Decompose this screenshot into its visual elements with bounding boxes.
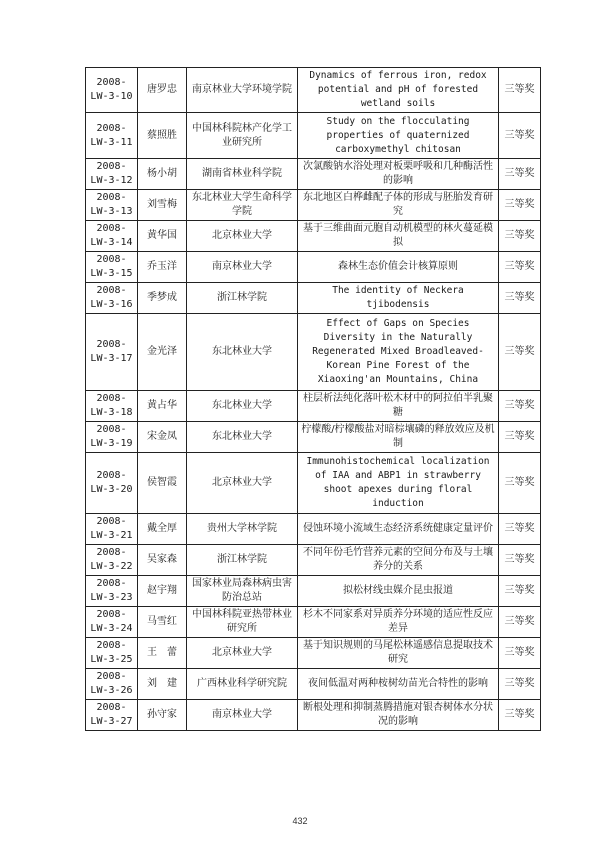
paper-title: 柠檬酸/柠檬酸盐对暗棕壤磷的释放效应及机制	[298, 422, 499, 453]
prize-level: 三等奖	[499, 669, 541, 700]
author-name: 金光泽	[138, 314, 187, 391]
award-id: 2008-LW-3-22	[86, 545, 138, 576]
prize-level: 三等奖	[499, 576, 541, 607]
author-name: 戴全厚	[138, 514, 187, 545]
paper-title: 基于三维曲面元胞自动机模型的林火蔓延模拟	[298, 221, 499, 252]
prize-level: 三等奖	[499, 545, 541, 576]
institution: 湖南省林业科学院	[187, 159, 298, 190]
awards-table-body	[86, 68, 541, 731]
award-id: 2008-LW-3-26	[86, 669, 138, 700]
prize-level: 三等奖	[499, 221, 541, 252]
award-id: 2008-LW-3-10	[86, 68, 138, 113]
paper-title: 夜间低温对两种桉树幼苗光合特性的影响	[298, 669, 499, 700]
institution: 贵州大学林学院	[187, 514, 298, 545]
page-number: 432	[292, 816, 308, 826]
author-name: 王 蕾	[138, 638, 187, 669]
award-id: 2008-LW-3-27	[86, 700, 138, 731]
institution: 南京林业大学环境学院	[187, 68, 298, 113]
paper-title: 侵蚀环境小流域生态经济系统健康定量评价	[298, 514, 499, 545]
table-row	[86, 190, 541, 221]
author-name: 马雪红	[138, 607, 187, 638]
paper-title: Effect of Gaps on Species Diversity in the Naturally Regenerated Mixed Broadleaved-Korean Pine Forest of the Xiaoxing'an Mountains, China	[298, 314, 499, 391]
prize-level: 三等奖	[499, 391, 541, 422]
author-name: 吴家森	[138, 545, 187, 576]
institution: 东北林业大学	[187, 391, 298, 422]
paper-title: Study on the flocculating properties of quaternized carboxymethyl chitosan	[298, 113, 499, 159]
author-name: 孙守家	[138, 700, 187, 731]
table-row	[86, 545, 541, 576]
institution: 北京林业大学	[187, 638, 298, 669]
table-row	[86, 314, 541, 391]
author-name: 宋金凤	[138, 422, 187, 453]
prize-level: 三等奖	[499, 283, 541, 314]
institution: 北京林业大学	[187, 453, 298, 514]
institution: 东北林业大学	[187, 422, 298, 453]
table-row	[86, 283, 541, 314]
table-row	[86, 221, 541, 252]
author-name: 蔡照胜	[138, 113, 187, 159]
institution: 国家林业局森林病虫害防治总站	[187, 576, 298, 607]
prize-level: 三等奖	[499, 314, 541, 391]
table-row	[86, 453, 541, 514]
table-row	[86, 638, 541, 669]
paper-title: Immunohistochemical localization of IAA and ABP1 in strawberry shoot apexes during floral induction	[298, 453, 499, 514]
award-id: 2008-LW-3-12	[86, 159, 138, 190]
table-row	[86, 514, 541, 545]
paper-title: 拟松材线虫媒介昆虫报道	[298, 576, 499, 607]
author-name: 唐罗忠	[138, 68, 187, 113]
table-row	[86, 607, 541, 638]
table-row	[86, 576, 541, 607]
prize-level: 三等奖	[499, 113, 541, 159]
institution: 中国林科院林产化学工业研究所	[187, 113, 298, 159]
institution: 浙江林学院	[187, 545, 298, 576]
award-id: 2008-LW-3-24	[86, 607, 138, 638]
award-id: 2008-LW-3-13	[86, 190, 138, 221]
awards-table	[85, 67, 541, 731]
award-id: 2008-LW-3-11	[86, 113, 138, 159]
award-id: 2008-LW-3-21	[86, 514, 138, 545]
author-name: 赵宇翔	[138, 576, 187, 607]
table-row	[86, 669, 541, 700]
institution: 中国林科院亚热带林业研究所	[187, 607, 298, 638]
paper-title: 基于知识规则的马尾松林遥感信息提取技术研究	[298, 638, 499, 669]
prize-level: 三等奖	[499, 453, 541, 514]
paper-title: 森林生态价值会计核算原则	[298, 252, 499, 283]
award-id: 2008-LW-3-16	[86, 283, 138, 314]
author-name: 乔玉洋	[138, 252, 187, 283]
award-id: 2008-LW-3-25	[86, 638, 138, 669]
author-name: 黄占华	[138, 391, 187, 422]
table-row	[86, 252, 541, 283]
table-row	[86, 700, 541, 731]
institution: 东北林业大学	[187, 314, 298, 391]
prize-level: 三等奖	[499, 190, 541, 221]
table-row	[86, 68, 541, 113]
institution: 东北林业大学生命科学学院	[187, 190, 298, 221]
paper-title: 东北地区白桦雌配子体的形成与胚胎发育研究	[298, 190, 499, 221]
institution: 北京林业大学	[187, 221, 298, 252]
table-row	[86, 113, 541, 159]
award-id: 2008-LW-3-15	[86, 252, 138, 283]
institution: 南京林业大学	[187, 700, 298, 731]
paper-title: 杉木不同家系对异质养分环境的适应性反应差异	[298, 607, 499, 638]
award-id: 2008-LW-3-23	[86, 576, 138, 607]
paper-title: The identity of Neckera tjibodensis	[298, 283, 499, 314]
table-row	[86, 391, 541, 422]
institution: 南京林业大学	[187, 252, 298, 283]
prize-level: 三等奖	[499, 638, 541, 669]
prize-level: 三等奖	[499, 422, 541, 453]
table-row	[86, 422, 541, 453]
award-id: 2008-LW-3-18	[86, 391, 138, 422]
author-name: 刘雪梅	[138, 190, 187, 221]
table-row	[86, 159, 541, 190]
prize-level: 三等奖	[499, 159, 541, 190]
paper-title: 柱层析法纯化落叶松木材中的阿拉伯半乳聚糖	[298, 391, 499, 422]
institution: 广西林业科学研究院	[187, 669, 298, 700]
award-id: 2008-LW-3-19	[86, 422, 138, 453]
award-id: 2008-LW-3-17	[86, 314, 138, 391]
paper-title: 断根处理和抑制蒸腾措施对银杏树体水分状况的影响	[298, 700, 499, 731]
author-name: 侯智霞	[138, 453, 187, 514]
paper-title: 不同年份毛竹营养元素的空间分布及与土壤养分的关系	[298, 545, 499, 576]
institution: 浙江林学院	[187, 283, 298, 314]
author-name: 季梦成	[138, 283, 187, 314]
prize-level: 三等奖	[499, 607, 541, 638]
prize-level: 三等奖	[499, 68, 541, 113]
award-id: 2008-LW-3-20	[86, 453, 138, 514]
prize-level: 三等奖	[499, 252, 541, 283]
award-id: 2008-LW-3-14	[86, 221, 138, 252]
author-name: 黄华国	[138, 221, 187, 252]
author-name: 刘 建	[138, 669, 187, 700]
paper-title: Dynamics of ferrous iron, redox potential and pH of forested wetland soils	[298, 68, 499, 113]
paper-title: 次氯酸钠水浴处理对板栗呼吸和几种酶活性的影响	[298, 159, 499, 190]
author-name: 杨小胡	[138, 159, 187, 190]
prize-level: 三等奖	[499, 700, 541, 731]
prize-level: 三等奖	[499, 514, 541, 545]
